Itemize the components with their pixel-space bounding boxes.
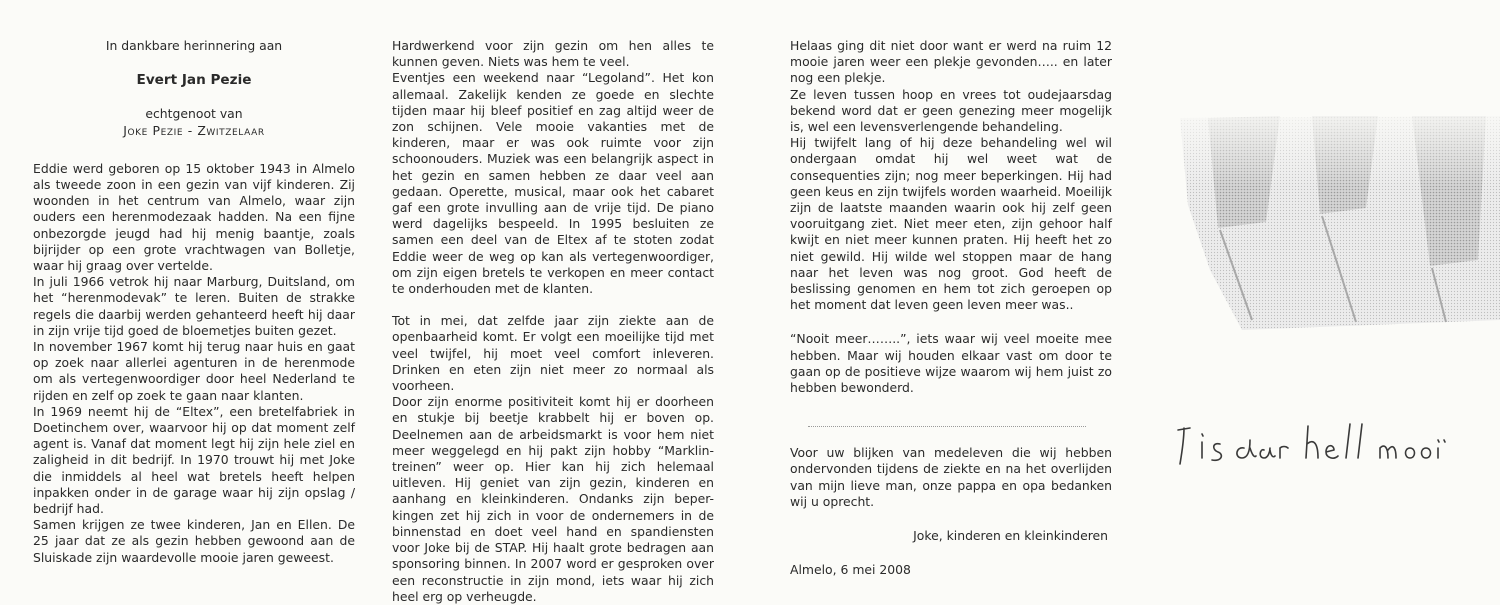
signature-line: Joke, kinderen en kleinkinderen [913,528,1108,544]
column-middle [392,38,714,605]
paragraph-1967: In november 1967 komt hij terug naar huis en gaat op zoek naar allerlei agenturen in de herenmode om als vertegenwoordiger door heel Nederland te rijden en zelf op zoek te gaan naar klanten. [33,339,355,403]
spouse-name: Joke Pezie - Zwitzelaar [123,122,265,138]
paragraph-marburg: In juli 1966 vetrok hij naar Marburg, Duitsland, om het “herenmodevak” te leren. Buiten de strakke regels die daarbij werden gehanteerd heeft hij daar in zijn vrije tijd goed de bloemetjes buiten gezet. [33,274,355,338]
paragraph-relapse: Helaas ging dit niet door want er werd na ruim 12 mooie jaren weer een plekje gevonden….. en later nog een plekje. [790,38,1112,86]
paragraph-children: Samen krijgen ze twee kinderen, Jan en Ellen. De 25 jaar dat ze als gezin hebben gewoond aan de Sluiskade zijn waardevolle mooie jaren geweest. [33,517,355,565]
paragraph-positivity: Door zijn enorme positiviteit komt hij er doorheen en stukje bij beetje krabbelt hij er boven op. Deelnemen aan de arbeidsmarkt is voor hem niet meer weggelegd en hij pakt zijn hobby “Marklin-treinen” weer op. Hier kan hij zich helemaal uitleven. Hij geniet van zijn gezin, kinderen en aanhang en kleinkinderen. Ondanks zijn beper-kingen zet hij zich in voor de ondernemers in de binnenstad en doet veel hand en spandiensten voor Joke bij de STAP. Hij haalt grote bedragen aan sponsoring binnen. In 2007 word er gesproken over een reconstructie in zijn mond, iets waar hij zich heel erg op verheugde. [392,394,714,604]
paragraph-hope: Ze leven tussen hoop en vrees tot oudejaarsdag bekend word dat er geen genezing meer mogelijk is, wel een levensverlengende behandeling. [790,86,1112,135]
paragraph-eltex: In 1969 neemt hij de “Eltex”, een bretelfabriek in Doetinchem over, waarvoor hij op dat moment zelf agent is. Vanaf dat moment legt hij zijn hele ziel en zaligheid in dit bedrijf. In 1970 trouwt hij met Joke die inmiddels al heel wat bretels heeft helpen inpakken onder in de garage waar hij zijn opslag / bedrijf had. [33,403,355,517]
place-date: Almelo, 6 mei 2008 [790,562,911,578]
paragraph-hardworking: Hardwerkend voor zijn gezin om hen alles te kunnen geven. Niets was hem te veel. [392,38,714,70]
paragraph-legoland: Eventjes een weekend naar “Legoland”. Het kon allemaal. Zakelijk kenden ze goede en slechte tijden maar hij bleef positief en zag altijd weer de zon schijnen. Vele mooie vakanties met de kinderen, maar er was ook ruimte voor zijn schoonouders. Muziek was een belangrijk aspect in het gezin en samen hebben ze daar veel aan gedaan. Operette, musical, maar ook het cabaret gaf een grote invulling aan de vrije tijd. De piano werd dagelijks bespeeld. In 1995 besluiten ze samen een deel van de Eltex af te stoten zodat Eddie weer de weg op kan als vertegenwoordiger, om zijn eigen bretels te verkopen en meer contact te onderhouden met de klanten. [392,70,714,297]
paragraph-thanks: Voor uw blijken van medeleven die wij hebben ondervonden tijdens de ziekte en na het overlijden van mijn lieve man, onze pappa en opa bedanken wij u oprecht. [790,445,1112,509]
column-left [33,36,355,566]
paragraph-illness: Tot in mei, dat zelfde jaar zijn ziekte aan de openbaarheid komt. Er volgt een moeilijke tijd met veel twijfel, hij moet veel comfort inleveren. Drinken en eten zijn niet meer zo normaal als voorheen. [392,313,714,394]
paragraph-nooit-meer: “Nooit meer……..”, iets waar wij veel moeite mee hebben. Maar wij houden elkaar vast om door te gaan op de positieve wijze waarom wij hem juist zo hebben bewonderd. [790,331,1112,396]
dotted-divider [808,426,1086,427]
dedication-line: In dankbare herinnering aan [105,38,283,53]
piano-keys-image [1180,110,1500,330]
spouse-intro: echtgenoot van [145,106,243,122]
handwritten-note [1168,412,1468,472]
paragraph-treatment: Hij twijfelt lang of hij deze behandeling wel wil ondergaan omdat hij wel weet wat de consequenties zijn; nog meer beperkingen. Hij had geen keus en zijn twijfels worden waarheid. Moeilijk zijn de laatste maanden waarin ook hij zelf geen vooruitgang ziet. Niet meer eten, zijn gehoor half kwijt en niet meer kunnen praten. Hij heeft het zo niet gewild. Hij wilde wel stoppen maar de hang naar het leven was nog groot. God heeft de beslissing genomen en hem tot zich geroepen op het moment dat leven geen leven meer was.. [790,135,1112,313]
paragraph-birth: Eddie werd geboren op 15 oktober 1943 in Almelo als tweede zoon in een gezin van vijf kinderen. Zij woonden in het centrum van Almelo, waar zijn ouders een herenmodezaak hadden. Na een fijne onbezorgde jeugd had hij menig baantje, zoals bijrijder op een grote vrachtwagen van Bolletje, waar hij graag over vertelde. [33,160,355,274]
column-right [790,38,1112,578]
deceased-name: Evert Jan Pezie [136,72,252,89]
